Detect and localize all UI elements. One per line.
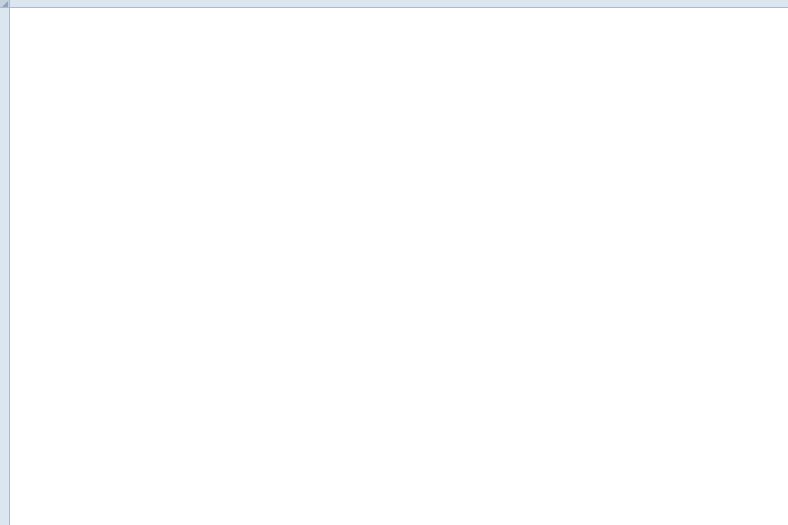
- select-all-corner[interactable]: [0, 0, 10, 8]
- column-header-strip: [0, 0, 788, 8]
- row-header-strip: [0, 8, 10, 525]
- select-all-triangle-icon: [1, 1, 8, 8]
